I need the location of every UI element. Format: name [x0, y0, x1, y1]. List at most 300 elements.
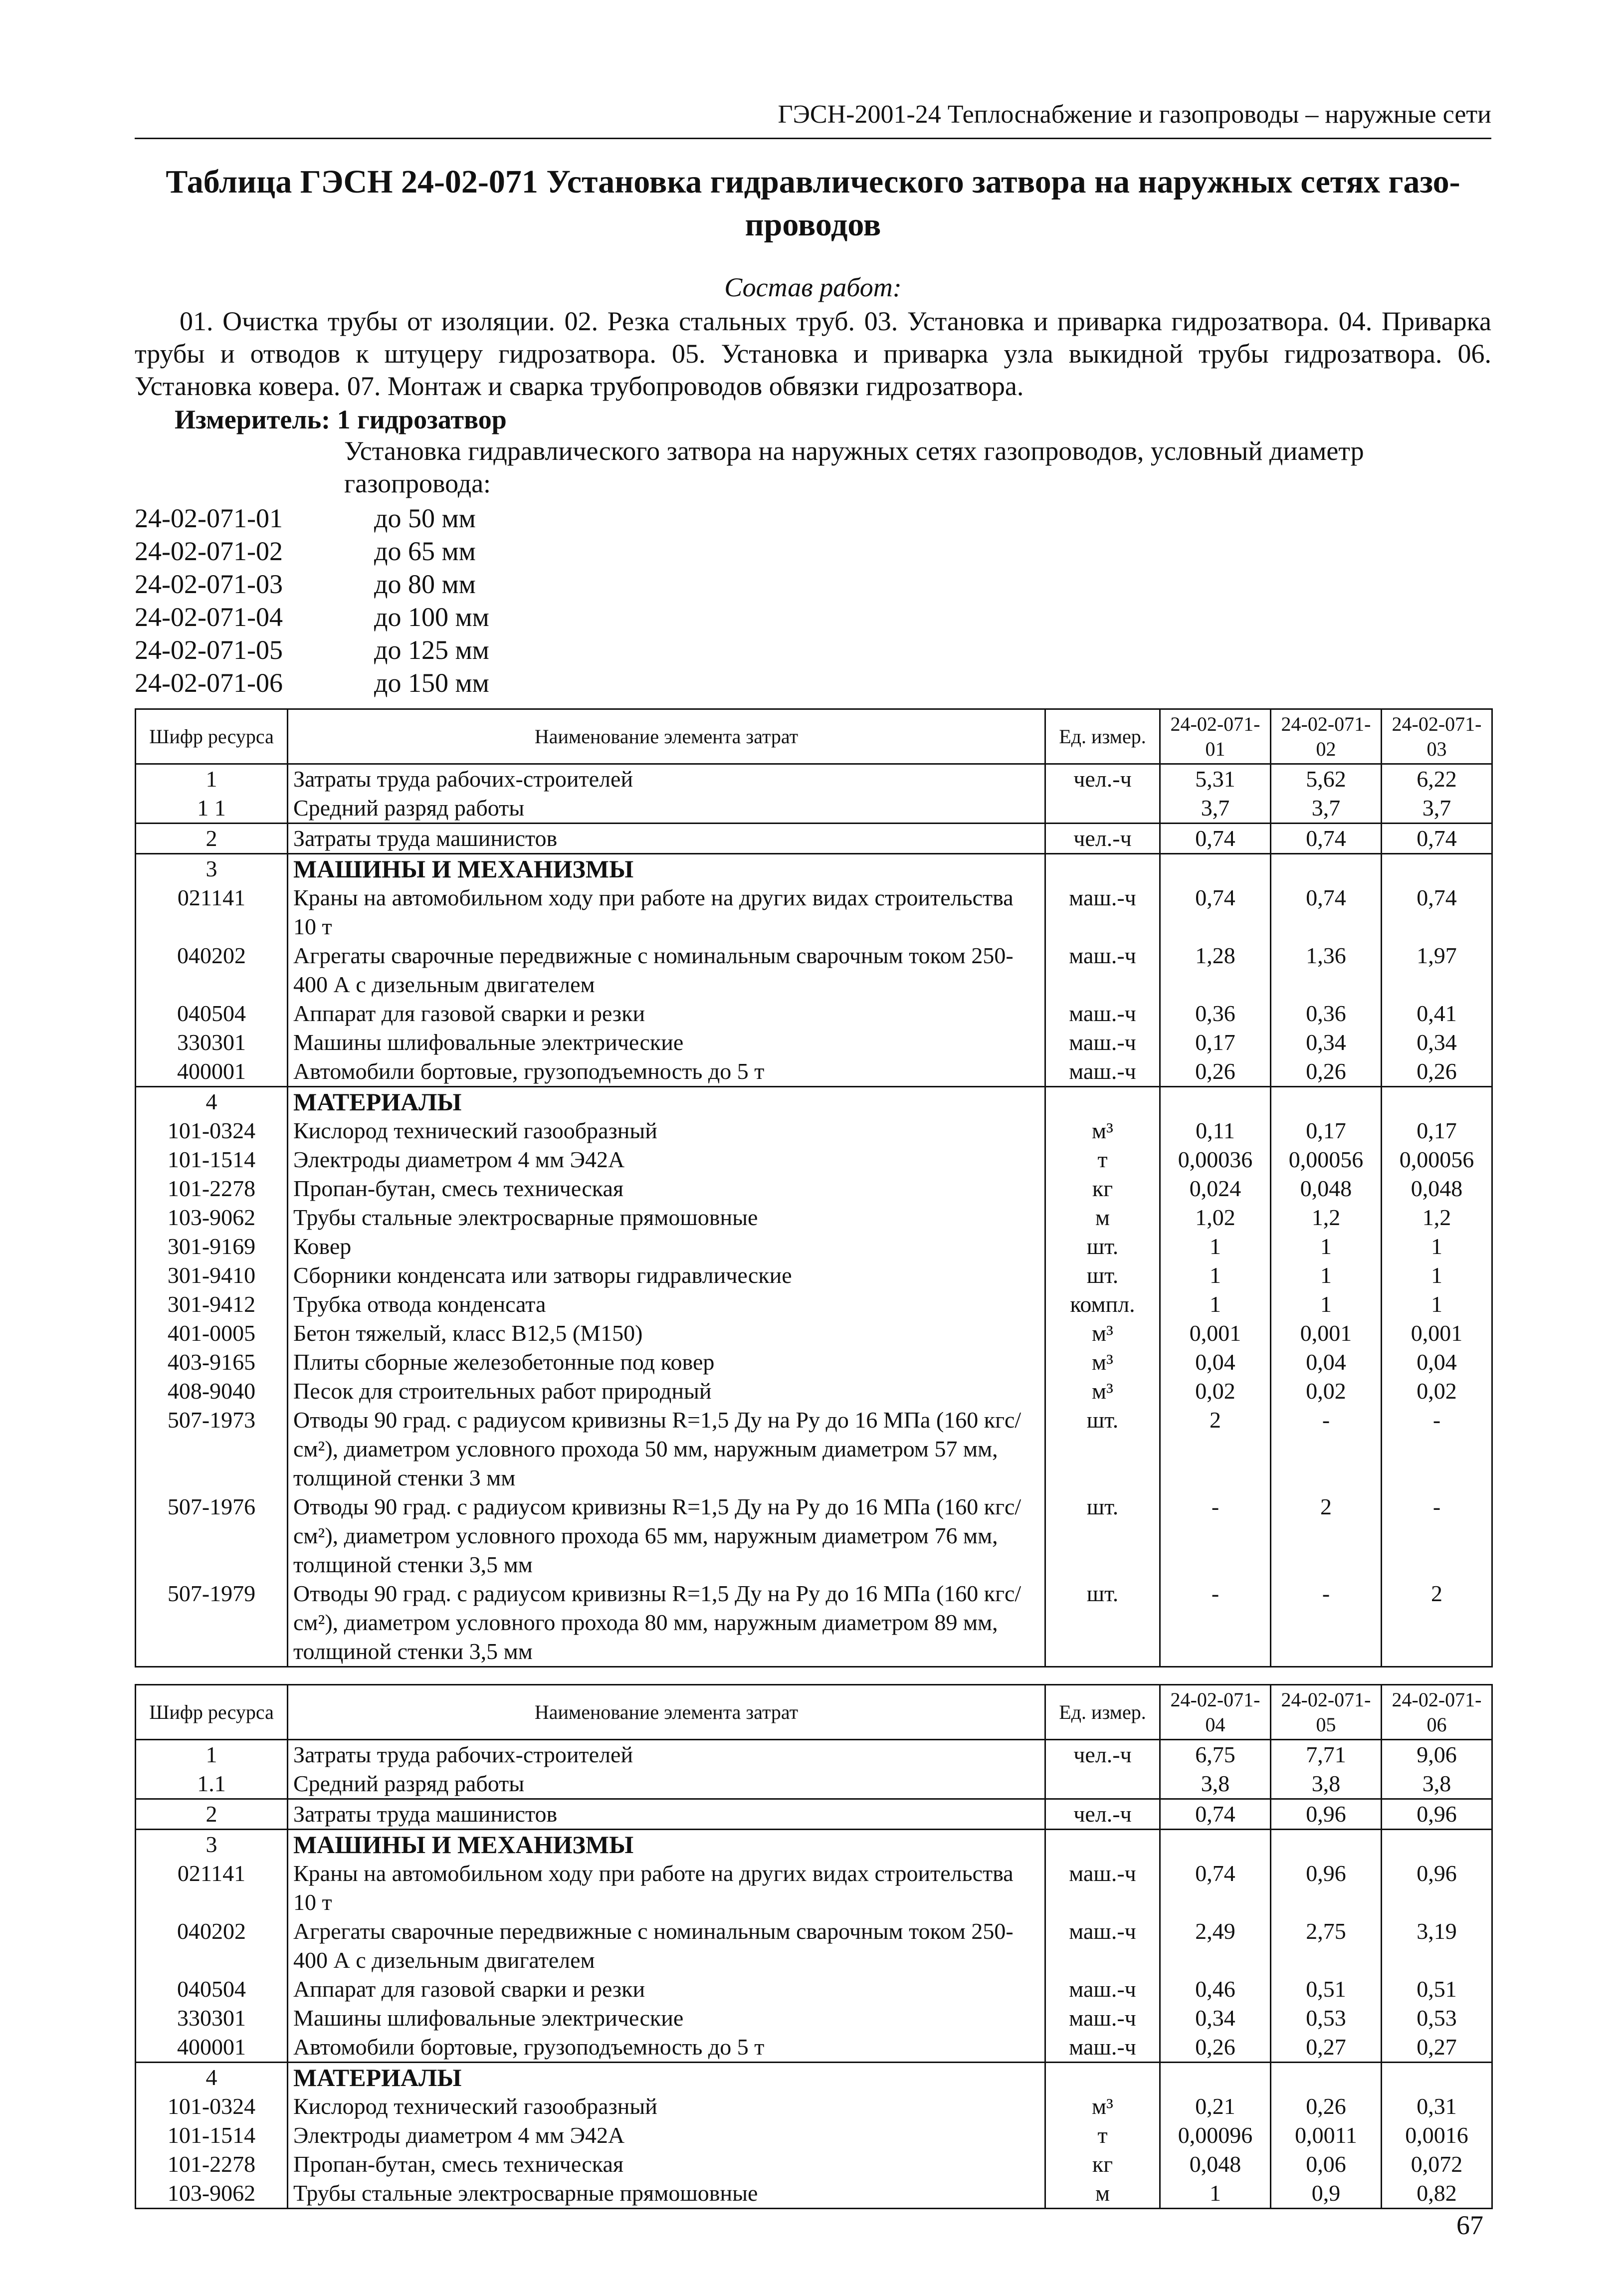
norm-value: 0,0016	[1382, 2121, 1492, 2150]
norm-value: 0,0011	[1271, 2121, 1382, 2150]
cost-element-name: Средний разряд работы	[288, 794, 1045, 824]
norm-value: 0,072	[1382, 2150, 1492, 2179]
norm-value: 3,7	[1382, 794, 1492, 824]
norm-value: 1	[1382, 1290, 1492, 1319]
col-header-norm: 24-02-071-02	[1271, 709, 1382, 764]
table-row	[136, 941, 1492, 999]
norm-value: 0,001	[1160, 1319, 1271, 1348]
norm-value: 0,34	[1271, 1028, 1382, 1057]
resource-table-2	[135, 1684, 1493, 2209]
norm-value: 0,34	[1382, 1028, 1492, 1057]
resource-code: 101-0324	[136, 2092, 288, 2121]
unit: шт.	[1045, 1492, 1160, 1579]
col-header-name: Наименование элемента затрат	[288, 1685, 1045, 1740]
code-list	[135, 502, 489, 699]
norm-value: 0,74	[1160, 883, 1271, 941]
cost-element-name: Агрегаты сварочные передвижные с номинальным сварочным током 250-400 А с дизельным двигателем	[288, 1917, 1045, 1975]
table-row	[136, 2179, 1492, 2209]
table-row	[136, 1492, 1492, 1579]
norm-value	[1271, 1830, 1382, 1860]
cost-element-name: Машины шлифовальные электрические	[288, 1028, 1045, 1057]
norm-value: 0,001	[1271, 1319, 1382, 1348]
unit: м	[1045, 1203, 1160, 1232]
norm-value: 3,8	[1160, 1769, 1271, 1799]
cost-element-name: Агрегаты сварочные передвижные с номинальным сварочным током 250-400 А с дизельным двигателем	[288, 941, 1045, 999]
unit: чел.-ч	[1045, 764, 1160, 794]
norm-value	[1160, 1087, 1271, 1117]
norm-value: 0,024	[1160, 1174, 1271, 1203]
table-row	[136, 1028, 1492, 1057]
norm-value: 0,26	[1160, 2033, 1271, 2063]
unit: маш.-ч	[1045, 941, 1160, 999]
norm-value: 1	[1271, 1290, 1382, 1319]
norm-value: -	[1271, 1406, 1382, 1492]
unit: шт.	[1045, 1579, 1160, 1667]
norm-value: 0,46	[1160, 1975, 1271, 2004]
norm-value: -	[1382, 1492, 1492, 1579]
norm-value: 1	[1160, 1290, 1271, 1319]
table-row	[136, 1203, 1492, 1232]
norm-value: 0,00096	[1160, 2121, 1271, 2150]
resource-code: 507-1979	[136, 1579, 288, 1667]
norm-value: 0,36	[1271, 999, 1382, 1028]
resource-code: 301-9410	[136, 1261, 288, 1290]
cost-element-name: Бетон тяжелый, класс В12,5 (М150)	[288, 1319, 1045, 1348]
norm-code: 24-02-071-04	[135, 602, 283, 632]
norm-value: 2	[1382, 1579, 1492, 1667]
resource-code: 040202	[136, 1917, 288, 1975]
resource-code: 400001	[136, 1057, 288, 1087]
cost-element-name: Пропан-бутан, смесь техническая	[288, 1174, 1045, 1203]
unit: м³	[1045, 1116, 1160, 1145]
unit	[1045, 1087, 1160, 1117]
resource-code: 4	[136, 1087, 288, 1117]
code-list-item	[135, 502, 489, 535]
norm-value: 2	[1271, 1492, 1382, 1579]
diameter-limit: до 80 мм	[374, 569, 476, 599]
unit: м³	[1045, 1348, 1160, 1377]
unit: маш.-ч	[1045, 2033, 1160, 2063]
resource-code: 301-9412	[136, 1290, 288, 1319]
unit: т	[1045, 2121, 1160, 2150]
norm-value: 0,02	[1382, 1377, 1492, 1406]
cost-element-name: Плиты сборные железобетонные под ковер	[288, 1348, 1045, 1377]
cost-element-name: Автомобили бортовые, грузоподъемность до 5 т	[288, 2033, 1045, 2063]
resource-code: 330301	[136, 1028, 288, 1057]
description: Установка гидравлического затвора на наружных сетях газопроводов, условный диаметр газопровода:	[344, 436, 1364, 498]
table-row	[136, 764, 1492, 794]
norm-value: 0,74	[1382, 883, 1492, 941]
norm-value: -	[1271, 1579, 1382, 1667]
running-head: ГЭСН-2001-24 Теплоснабжение и газопроводы – наружные сети	[778, 100, 1491, 129]
resource-code: 103-9062	[136, 1203, 288, 1232]
unit: м³	[1045, 1377, 1160, 1406]
cost-element-name: Затраты труда рабочих-строителей	[288, 1740, 1045, 1770]
code-list-item	[135, 568, 489, 601]
unit	[1045, 854, 1160, 884]
norm-code: 24-02-071-05	[135, 635, 283, 665]
cost-element-name: Затраты труда рабочих-строителей	[288, 764, 1045, 794]
unit: маш.-ч	[1045, 2004, 1160, 2033]
cost-element-name: Автомобили бортовые, грузоподъемность до 5 т	[288, 1057, 1045, 1087]
cost-element-name: МАТЕРИАЛЫ	[288, 2063, 1045, 2092]
norm-value: 0,26	[1160, 1057, 1271, 1087]
resource-code: 1 1	[136, 794, 288, 824]
norm-value: 0,53	[1271, 2004, 1382, 2033]
resource-code: 408-9040	[136, 1377, 288, 1406]
table-row	[136, 2121, 1492, 2150]
norm-value: 0,11	[1160, 1116, 1271, 1145]
resource-code: 400001	[136, 2033, 288, 2063]
norm-value: 1,97	[1382, 941, 1492, 999]
resource-code: 1	[136, 1740, 288, 1770]
table-row	[136, 1740, 1492, 1770]
norm-value: 1,36	[1271, 941, 1382, 999]
resource-code: 103-9062	[136, 2179, 288, 2209]
unit: шт.	[1045, 1232, 1160, 1261]
norm-value: 0,82	[1382, 2179, 1492, 2209]
unit	[1045, 1830, 1160, 1860]
unit	[1045, 2063, 1160, 2092]
unit: маш.-ч	[1045, 1028, 1160, 1057]
cost-element-name: Аппарат для газовой сварки и резки	[288, 1975, 1045, 2004]
unit	[1045, 794, 1160, 824]
norm-value: 0,17	[1271, 1116, 1382, 1145]
norm-value: 0,53	[1382, 2004, 1492, 2033]
norm-value: 1	[1160, 2179, 1271, 2209]
unit: кг	[1045, 1174, 1160, 1203]
unit	[1045, 1769, 1160, 1799]
norm-value: 0,00036	[1160, 1145, 1271, 1174]
table-row	[136, 1769, 1492, 1799]
unit: чел.-ч	[1045, 1740, 1160, 1770]
cost-element-name: Машины шлифовальные электрические	[288, 2004, 1045, 2033]
col-header-code: Шифр ресурса	[136, 1685, 288, 1740]
table-row	[136, 2004, 1492, 2033]
norm-value: 1	[1271, 1261, 1382, 1290]
norm-value: 1,02	[1160, 1203, 1271, 1232]
norm-value: 3,7	[1160, 794, 1271, 824]
norm-value: 0,04	[1382, 1348, 1492, 1377]
table-row	[136, 1579, 1492, 1667]
table-row	[136, 1145, 1492, 1174]
page-number: 67	[1456, 2210, 1483, 2240]
resource-code: 3	[136, 1830, 288, 1860]
table-title-line-1: Таблица ГЭСН 24-02-071 Установка гидравлического затвора на наружных сетях газо-	[166, 164, 1460, 200]
composition-label: Состав работ:	[724, 272, 902, 302]
norm-code: 24-02-071-02	[135, 536, 283, 566]
table-row	[136, 883, 1492, 941]
cost-element-name: Электроды диаметром 4 мм Э42А	[288, 1145, 1045, 1174]
resource-code: 301-9169	[136, 1232, 288, 1261]
cost-element-name: Песок для строительных работ природный	[288, 1377, 1045, 1406]
norm-value: 0,74	[1160, 1859, 1271, 1917]
table-row	[136, 854, 1492, 884]
norm-value: 0,00056	[1271, 1145, 1382, 1174]
resource-code: 507-1973	[136, 1406, 288, 1492]
unit: т	[1045, 1145, 1160, 1174]
norm-value: 0,74	[1382, 824, 1492, 854]
header-rule	[135, 138, 1491, 139]
cost-element-name: Отводы 90 град. с радиусом кривизны R=1,5 Ду на Ру до 16 МПа (160 кгс/см²), диаметром условного прохода 65 мм, наружным диаметром 76 мм, толщиной стенки 3,5 мм	[288, 1492, 1045, 1579]
norm-value	[1160, 854, 1271, 884]
norm-value: 0,96	[1382, 1799, 1492, 1830]
table-row	[136, 999, 1492, 1028]
norm-value: 9,06	[1382, 1740, 1492, 1770]
resource-code: 101-0324	[136, 1116, 288, 1145]
norm-value	[1382, 1087, 1492, 1117]
norm-value: 0,96	[1271, 1859, 1382, 1917]
norm-value	[1160, 1830, 1271, 1860]
table-row	[136, 1116, 1492, 1145]
norm-value: 0,27	[1382, 2033, 1492, 2063]
table-row	[136, 2150, 1492, 2179]
norm-value: 0,51	[1382, 1975, 1492, 2004]
table-title-line-2: проводов	[745, 207, 881, 243]
resource-code: 040504	[136, 999, 288, 1028]
table-row	[136, 1377, 1492, 1406]
norm-value: 0,17	[1160, 1028, 1271, 1057]
norm-value: 0,17	[1382, 1116, 1492, 1145]
table-row	[136, 1174, 1492, 1203]
norm-value: 0,001	[1382, 1319, 1492, 1348]
cost-element-name: МАШИНЫ И МЕХАНИЗМЫ	[288, 854, 1045, 884]
norm-code: 24-02-071-01	[135, 503, 283, 533]
measurer: Измеритель: 1 гидрозатвор	[175, 405, 507, 434]
col-header-norm: 24-02-071-04	[1160, 1685, 1271, 1740]
norm-value: 1,2	[1382, 1203, 1492, 1232]
norm-value: 0,74	[1160, 824, 1271, 854]
cost-element-name: Краны на автомобильном ходу при работе на других видах строительства 10 т	[288, 1859, 1045, 1917]
norm-value: 2	[1160, 1406, 1271, 1492]
norm-value: 2,75	[1271, 1917, 1382, 1975]
diameter-limit: до 150 мм	[374, 668, 489, 698]
norm-value: 0,048	[1160, 2150, 1271, 2179]
norm-value: 0,26	[1271, 1057, 1382, 1087]
norm-value: 1	[1382, 1232, 1492, 1261]
norm-value: 5,31	[1160, 764, 1271, 794]
table-row	[136, 1290, 1492, 1319]
norm-value: 1,28	[1160, 941, 1271, 999]
norm-value: 0,96	[1271, 1799, 1382, 1830]
table-row	[136, 2033, 1492, 2063]
norm-value: 0,06	[1271, 2150, 1382, 2179]
norm-value: 0,048	[1271, 1174, 1382, 1203]
norm-value: 0,26	[1271, 2092, 1382, 2121]
resource-code: 021141	[136, 1859, 288, 1917]
norm-value: 0,048	[1382, 1174, 1492, 1203]
resource-code: 507-1976	[136, 1492, 288, 1579]
unit: чел.-ч	[1045, 1799, 1160, 1830]
col-header-norm: 24-02-071-01	[1160, 709, 1271, 764]
resource-code: 040504	[136, 1975, 288, 2004]
norm-value: 1	[1160, 1261, 1271, 1290]
resource-table-1	[135, 708, 1493, 1668]
resource-code: 101-2278	[136, 2150, 288, 2179]
norm-value: 3,8	[1382, 1769, 1492, 1799]
norm-value: 0,02	[1271, 1377, 1382, 1406]
norm-value: 0,02	[1160, 1377, 1271, 1406]
code-list-item	[135, 535, 489, 568]
cost-element-name: Сборники конденсата или затворы гидравлические	[288, 1261, 1045, 1290]
norm-value	[1382, 2063, 1492, 2092]
table-row	[136, 1975, 1492, 2004]
diameter-limit: до 100 мм	[374, 602, 489, 632]
norm-value: 0,36	[1160, 999, 1271, 1028]
cost-element-name: Отводы 90 град. с радиусом кривизны R=1,5 Ду на Ру до 16 МПа (160 кгс/см²), диаметром условного прохода 80 мм, наружным диаметром 89 мм, толщиной стенки 3,5 мм	[288, 1579, 1045, 1667]
unit: маш.-ч	[1045, 883, 1160, 941]
table-row	[136, 794, 1492, 824]
cost-element-name: Краны на автомобильном ходу при работе на других видах строительства 10 т	[288, 883, 1045, 941]
norm-value: 7,71	[1271, 1740, 1382, 1770]
unit: м³	[1045, 2092, 1160, 2121]
norm-value	[1382, 854, 1492, 884]
norm-value: 0,34	[1160, 2004, 1271, 2033]
resource-code: 101-2278	[136, 1174, 288, 1203]
norm-value: 0,04	[1160, 1348, 1271, 1377]
norm-value: 0,31	[1382, 2092, 1492, 2121]
resource-code: 101-1514	[136, 1145, 288, 1174]
cost-element-name: Кислород технический газообразный	[288, 2092, 1045, 2121]
norm-value: -	[1382, 1406, 1492, 1492]
norm-value: 3,19	[1382, 1917, 1492, 1975]
norm-value	[1271, 1087, 1382, 1117]
norm-value	[1382, 1830, 1492, 1860]
norm-value: 0,74	[1160, 1799, 1271, 1830]
cost-element-name: МАШИНЫ И МЕХАНИЗМЫ	[288, 1830, 1045, 1860]
unit: шт.	[1045, 1261, 1160, 1290]
resource-code: 2	[136, 1799, 288, 1830]
table-row	[136, 1087, 1492, 1117]
col-header-norm: 24-02-071-05	[1271, 1685, 1382, 1740]
table-row	[136, 1348, 1492, 1377]
unit: маш.-ч	[1045, 999, 1160, 1028]
norm-value: 0,9	[1271, 2179, 1382, 2209]
table-row	[136, 1917, 1492, 1975]
norm-value: 0,26	[1382, 1057, 1492, 1087]
code-list-item	[135, 633, 489, 666]
norm-value: 1	[1382, 1261, 1492, 1290]
cost-element-name: МАТЕРИАЛЫ	[288, 1087, 1045, 1117]
norm-value: 1,2	[1271, 1203, 1382, 1232]
cost-element-name: Аппарат для газовой сварки и резки	[288, 999, 1045, 1028]
norm-code: 24-02-071-06	[135, 668, 283, 698]
col-header-norm: 24-02-071-03	[1382, 709, 1492, 764]
cost-element-name: Пропан-бутан, смесь техническая	[288, 2150, 1045, 2179]
norm-value: 3,8	[1271, 1769, 1382, 1799]
unit: маш.-ч	[1045, 1859, 1160, 1917]
norm-code: 24-02-071-03	[135, 569, 283, 599]
diameter-limit: до 65 мм	[374, 536, 476, 566]
norm-value: 5,62	[1271, 764, 1382, 794]
col-header-unit: Ед. измер.	[1045, 1685, 1160, 1740]
resource-code: 101-1514	[136, 2121, 288, 2150]
col-header-unit: Ед. измер.	[1045, 709, 1160, 764]
norm-value: 3,7	[1271, 794, 1382, 824]
norm-value: 1	[1271, 1232, 1382, 1261]
norm-value: 6,75	[1160, 1740, 1271, 1770]
norm-value: 0,74	[1271, 824, 1382, 854]
norm-value: -	[1160, 1579, 1271, 1667]
cost-element-name: Электроды диаметром 4 мм Э42А	[288, 2121, 1045, 2150]
code-list-item	[135, 666, 489, 699]
unit: м	[1045, 2179, 1160, 2209]
cost-element-name: Трубы стальные электросварные прямошовные	[288, 1203, 1045, 1232]
norm-value: 0,00056	[1382, 1145, 1492, 1174]
unit: маш.-ч	[1045, 1057, 1160, 1087]
cost-element-name: Трубы стальные электросварные прямошовные	[288, 2179, 1045, 2209]
cost-element-name: Затраты труда машинистов	[288, 1799, 1045, 1830]
table-row	[136, 1406, 1492, 1492]
diameter-limit: до 125 мм	[374, 635, 489, 665]
resource-code: 040202	[136, 941, 288, 999]
norm-value: 1	[1160, 1232, 1271, 1261]
resource-code: 1	[136, 764, 288, 794]
cost-element-name: Трубка отвода конденсата	[288, 1290, 1045, 1319]
cost-element-name: Затраты труда машинистов	[288, 824, 1045, 854]
resource-code: 2	[136, 824, 288, 854]
unit: кг	[1045, 2150, 1160, 2179]
resource-code: 1.1	[136, 1769, 288, 1799]
unit: маш.-ч	[1045, 1917, 1160, 1975]
norm-value: 0,21	[1160, 2092, 1271, 2121]
norm-value: 0,74	[1271, 883, 1382, 941]
table-row	[136, 1830, 1492, 1860]
norm-value: 2,49	[1160, 1917, 1271, 1975]
unit: маш.-ч	[1045, 1975, 1160, 2004]
table-row	[136, 1319, 1492, 1348]
resource-code: 330301	[136, 2004, 288, 2033]
diameter-limit: до 50 мм	[374, 503, 476, 533]
col-header-norm: 24-02-071-06	[1382, 1685, 1492, 1740]
resource-code: 3	[136, 854, 288, 884]
table-row	[136, 1859, 1492, 1917]
table-row	[136, 2063, 1492, 2092]
table-row	[136, 1232, 1492, 1261]
norm-value: 0,27	[1271, 2033, 1382, 2063]
code-list-item	[135, 601, 489, 633]
norm-value: 0,96	[1382, 1859, 1492, 1917]
resource-code: 403-9165	[136, 1348, 288, 1377]
table-row	[136, 1261, 1492, 1290]
norm-value	[1271, 854, 1382, 884]
composition-text: 01. Очистка трубы от изоляции. 02. Резка стальных труб. 03. Установка и приварка гидрозатвора. 04. Приварка трубы и отводов к штуцеру гидрозатвора. 05. Установка и приварка узла выкидной трубы гидрозатвора. 06. Установка ковера. 07. Монтаж и сварка трубопроводов обвязки гидрозатвора.	[135, 306, 1491, 401]
resource-code: 401-0005	[136, 1319, 288, 1348]
norm-value: 0,04	[1271, 1348, 1382, 1377]
norm-value: 0,51	[1271, 1975, 1382, 2004]
table-row	[136, 1799, 1492, 1830]
cost-element-name: Кислород технический газообразный	[288, 1116, 1045, 1145]
col-header-code: Шифр ресурса	[136, 709, 288, 764]
unit: чел.-ч	[1045, 824, 1160, 854]
norm-value	[1271, 2063, 1382, 2092]
cost-element-name: Средний разряд работы	[288, 1769, 1045, 1799]
col-header-name: Наименование элемента затрат	[288, 709, 1045, 764]
cost-element-name: Отводы 90 град. с радиусом кривизны R=1,5 Ду на Ру до 16 МПа (160 кгс/см²), диаметром условного прохода 50 мм, наружным диаметром 57 мм, толщиной стенки 3 мм	[288, 1406, 1045, 1492]
unit: шт.	[1045, 1406, 1160, 1492]
table-row	[136, 824, 1492, 854]
norm-value: -	[1160, 1492, 1271, 1579]
unit: компл.	[1045, 1290, 1160, 1319]
resource-code: 4	[136, 2063, 288, 2092]
norm-value: 0,41	[1382, 999, 1492, 1028]
table-row	[136, 2092, 1492, 2121]
norm-value	[1160, 2063, 1271, 2092]
resource-code: 021141	[136, 883, 288, 941]
table-title	[135, 161, 1491, 246]
norm-value: 6,22	[1382, 764, 1492, 794]
unit: м³	[1045, 1319, 1160, 1348]
